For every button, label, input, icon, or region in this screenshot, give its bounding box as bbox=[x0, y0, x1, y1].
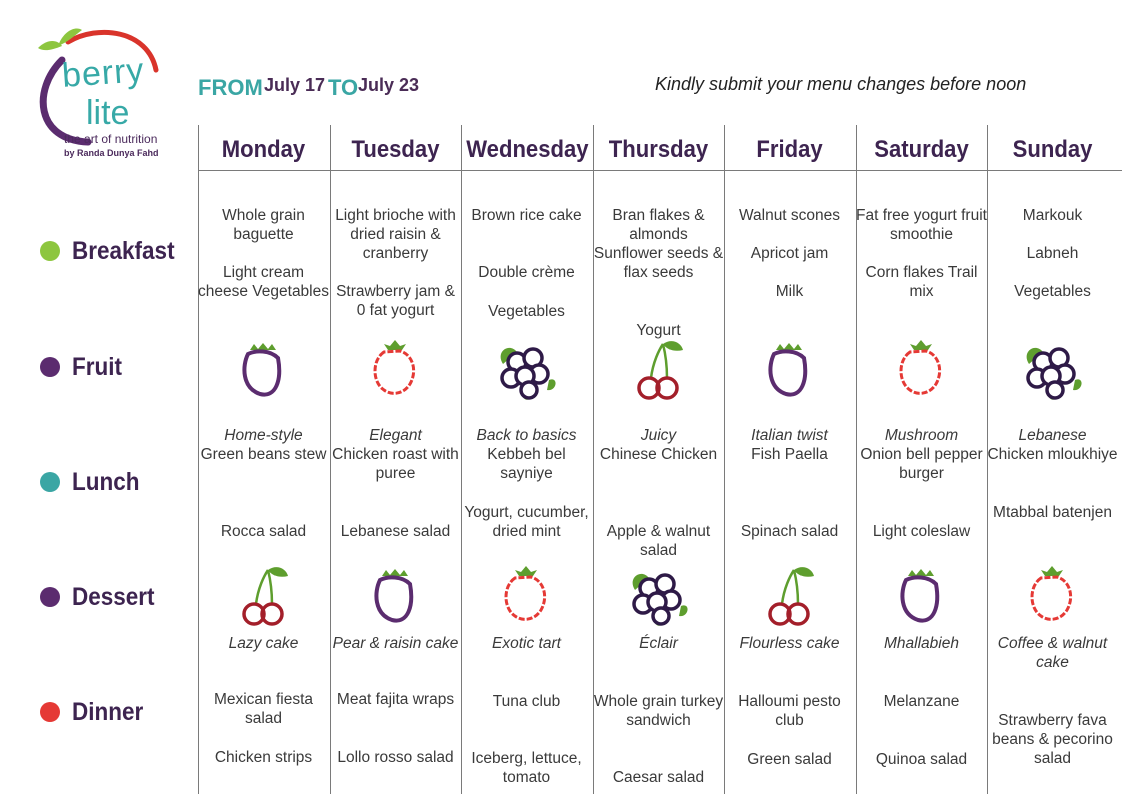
meal-bullet-icon bbox=[40, 241, 60, 261]
blueberries-icon bbox=[1017, 336, 1087, 406]
dessert-item: Exotic tart bbox=[492, 635, 561, 652]
logo-byline: by Randa Dunya Fahd bbox=[64, 148, 159, 158]
breakfast-item: Light cream cheese Vegetables bbox=[198, 264, 329, 300]
lunch-dish: Chicken roast with puree bbox=[332, 446, 459, 482]
day-header-monday: Monday bbox=[221, 136, 306, 163]
lunch-dish: Kebbeh bel sayniye bbox=[487, 446, 566, 482]
dinner-side: Iceberg, lettuce, tomato bbox=[471, 750, 582, 786]
lunch-side: Yogurt, cucumber, dried mint bbox=[464, 504, 589, 540]
meal-label-text: Breakfast bbox=[72, 236, 175, 265]
dinner-dish: Whole grain turkey sandwich bbox=[593, 693, 724, 729]
dessert-item: Éclair bbox=[639, 635, 678, 652]
submission-notice: Kindly submit your menu changes before noon bbox=[655, 74, 1027, 94]
lunch-dish: Onion bell pepper burger bbox=[860, 446, 983, 482]
dinner-side: Caesar salad bbox=[612, 769, 705, 786]
dessert-item: Lazy cake bbox=[228, 635, 299, 652]
dinner-side: Quinoa salad bbox=[875, 751, 968, 768]
meal-bullet-icon bbox=[40, 357, 60, 377]
lunch-side: Light coleslaw bbox=[872, 523, 971, 540]
lunch-dish-title: Lebanese bbox=[1018, 427, 1087, 444]
breakfast-item: Corn flakes Trail mix bbox=[865, 264, 978, 300]
raspberry-icon bbox=[491, 562, 561, 632]
from-label: FROM bbox=[198, 75, 263, 100]
lunch-dish-title: Juicy bbox=[640, 427, 677, 444]
dessert-item: Mhallabieh bbox=[884, 635, 959, 652]
breakfast-item: Whole grain baguette bbox=[222, 207, 305, 243]
meal-bullet-icon bbox=[40, 472, 60, 492]
breakfast-item: Light brioche with dried raisin & cranberry bbox=[335, 207, 456, 262]
day-header-thursday: Thursday bbox=[608, 136, 709, 163]
fig-icon bbox=[360, 562, 430, 632]
brand-logo bbox=[28, 20, 168, 170]
meal-label-lunch bbox=[40, 467, 147, 497]
day-header-saturday: Saturday bbox=[874, 136, 969, 163]
breakfast-item: Walnut scones bbox=[738, 207, 841, 224]
meal-label-breakfast bbox=[40, 236, 186, 266]
meal-bullet-icon bbox=[40, 702, 60, 722]
fig-icon bbox=[228, 336, 298, 406]
breakfast-item: Bran flakes & almonds Sunflower seeds & flax seeds bbox=[593, 207, 724, 281]
lunch-dish-title: Mushroom bbox=[884, 427, 959, 444]
dinner-side: Green salad bbox=[747, 751, 832, 768]
meal-label-text: Dessert bbox=[72, 582, 155, 611]
raspberry-icon bbox=[360, 336, 430, 406]
meal-label-dessert bbox=[40, 582, 164, 612]
breakfast-item: Apricot jam bbox=[750, 245, 829, 262]
dessert-item: Pear & raisin cake bbox=[332, 635, 459, 652]
logo-tagline: the art of nutrition bbox=[64, 132, 158, 146]
header-divider bbox=[198, 170, 1122, 171]
logo-word-berry: berry bbox=[60, 51, 146, 95]
lunch-dish: Fish Paella bbox=[751, 446, 828, 463]
dessert-item: Coffee & walnut cake bbox=[997, 635, 1108, 671]
dinner-dish: Strawberry fava beans & pecorino salad bbox=[992, 712, 1113, 767]
meal-label-text: Lunch bbox=[72, 467, 140, 496]
from-date: July 17 bbox=[264, 75, 326, 95]
cherries-icon bbox=[228, 562, 298, 632]
cherries-icon bbox=[754, 562, 824, 632]
breakfast-item: Fat free yogurt fruit smoothie bbox=[856, 207, 987, 243]
lunch-dish-title: Elegant bbox=[369, 427, 422, 444]
lunch-dish-title: Italian twist bbox=[751, 427, 828, 444]
dessert-item: Flourless cake bbox=[739, 635, 840, 652]
meal-label-fruit bbox=[40, 352, 128, 382]
fig-icon bbox=[886, 562, 956, 632]
meal-label-dinner bbox=[40, 697, 151, 727]
breakfast-item: Yogurt bbox=[636, 322, 681, 339]
lunch-side: Mtabbal batenjen bbox=[993, 504, 1112, 521]
to-label: TO bbox=[328, 75, 359, 100]
day-header-wednesday: Wednesday bbox=[466, 136, 589, 163]
breakfast-item: Double crème bbox=[478, 264, 575, 281]
lunch-dish: Chinese Chicken bbox=[599, 446, 718, 463]
breakfast-item: Vegetables bbox=[488, 303, 565, 320]
blueberries-icon bbox=[491, 336, 561, 406]
raspberry-icon bbox=[886, 336, 956, 406]
meal-label-text: Dinner bbox=[72, 697, 144, 726]
meal-label-text: Fruit bbox=[72, 352, 122, 381]
day-header-sunday: Sunday bbox=[1012, 136, 1093, 163]
day-header-friday: Friday bbox=[756, 136, 823, 163]
logo-word-lite: lite bbox=[86, 94, 130, 132]
breakfast-item: Brown rice cake bbox=[471, 207, 582, 224]
dinner-dish: Melanzane bbox=[883, 693, 960, 710]
lunch-side: Lebanese salad bbox=[340, 523, 451, 540]
dinner-dish: Mexican fiesta salad bbox=[213, 691, 314, 727]
to-date: July 23 bbox=[358, 75, 420, 95]
fig-icon bbox=[754, 336, 824, 406]
lunch-dish-title: Back to basics bbox=[476, 427, 577, 444]
lunch-side: Spinach salad bbox=[740, 523, 839, 540]
lunch-side: Apple & walnut salad bbox=[606, 523, 711, 559]
dinner-side: Chicken strips bbox=[214, 749, 313, 766]
lunch-dish: Green beans stew bbox=[200, 446, 327, 463]
lunch-side: Rocca salad bbox=[220, 523, 307, 540]
dinner-dish: Halloumi pesto club bbox=[738, 693, 841, 729]
dinner-dish: Tuna club bbox=[492, 693, 561, 710]
breakfast-item: Labneh bbox=[1026, 245, 1079, 262]
breakfast-item: Markouk bbox=[1022, 207, 1083, 224]
blueberries-icon bbox=[623, 562, 693, 632]
breakfast-item: Strawberry jam & 0 fat yogurt bbox=[336, 283, 455, 319]
breakfast-item: Vegetables bbox=[1014, 283, 1091, 300]
dinner-side: Lollo rosso salad bbox=[337, 749, 454, 766]
cherries-icon bbox=[623, 336, 693, 406]
meal-bullet-icon bbox=[40, 587, 60, 607]
dinner-dish: Meat fajita wraps bbox=[336, 691, 455, 708]
breakfast-item: Milk bbox=[775, 283, 804, 300]
lunch-dish: Chicken mloukhiye bbox=[987, 446, 1118, 463]
day-header-tuesday: Tuesday bbox=[351, 136, 440, 163]
lunch-dish-title: Home-style bbox=[224, 427, 303, 444]
raspberry-icon bbox=[1017, 562, 1087, 632]
